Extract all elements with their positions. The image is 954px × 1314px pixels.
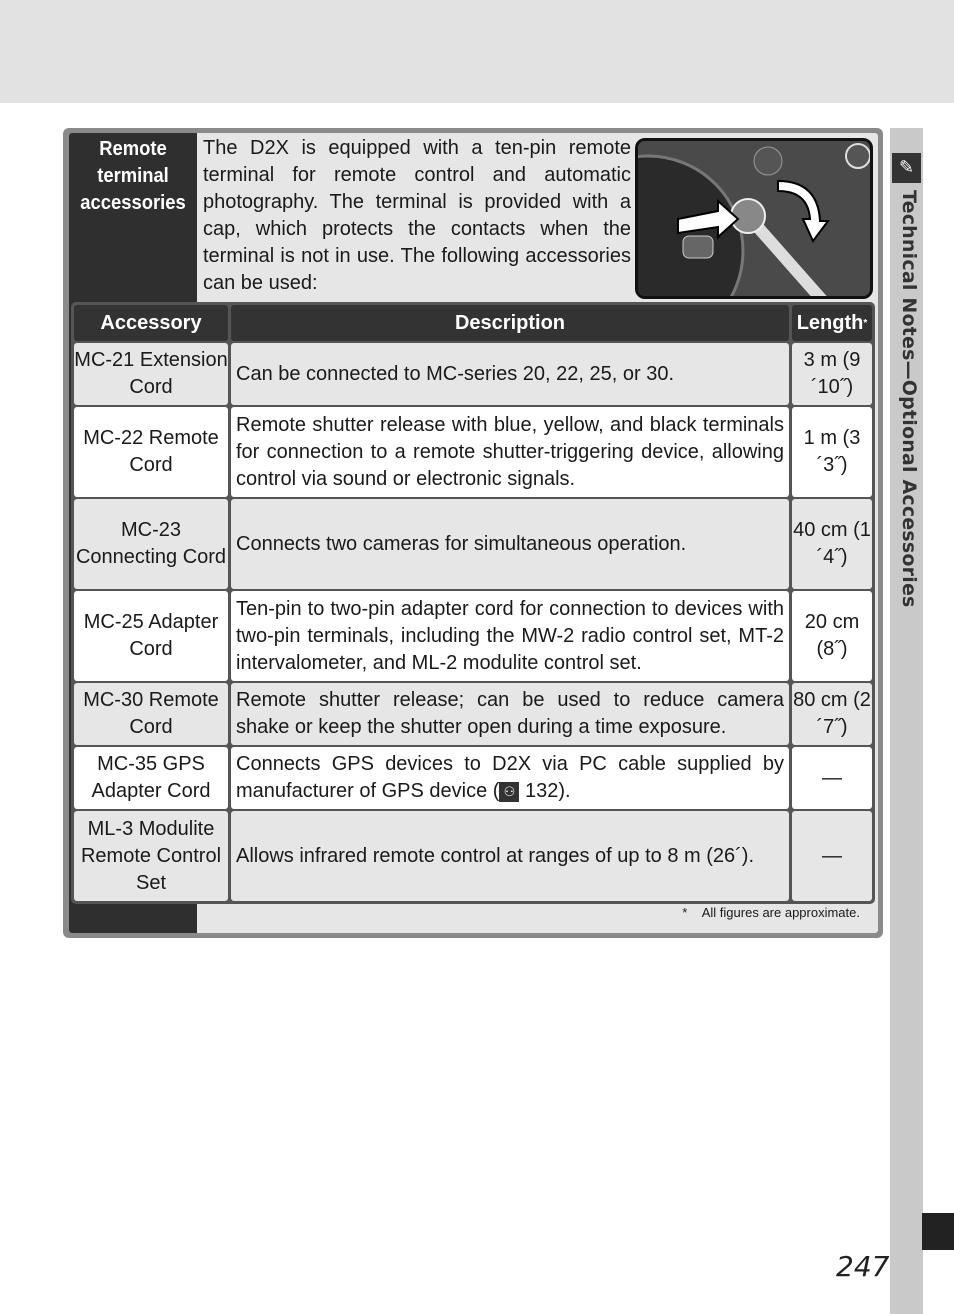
cell-accessory-text: MC-21 Extension Cord [74,349,228,398]
cell-description-text: Remote shutter release; can be used to reduce camera shake or keep the shutter open during a time exposure. [236,689,784,738]
cell-accessory-text: MC-22 Remote Cord [83,427,219,476]
cell-description [231,499,789,589]
cell-accessory-text: MC-25 Adapter Cord [83,611,219,660]
thumb-index-tab [922,1213,954,1250]
cell-length [792,499,872,589]
header-accessory: Accessory [74,305,228,341]
cell-accessory-text: ML-3 Modulite Remote Control Set [80,817,222,894]
cell-description [231,591,789,681]
cell-description [231,407,789,497]
cell-description-text: Connects GPS devices to D2X via PC cable supplied by manufacturer of GPS device ( [236,753,784,802]
cell-description-text: Ten-pin to two-pin adapter cord for connection to devices with two-pin terminals, including the MW-2 radio control set, MT-2 intervalometer, and ML-2 modulite control set. [236,597,784,674]
page-reference: 132). [519,780,571,802]
cell-accessory [74,683,228,745]
footnote: * All figures are approximate. [682,905,860,920]
cell-accessory [74,747,228,809]
cell-description [231,683,789,745]
cell-accessory [74,811,228,901]
cell-length [792,747,872,809]
cell-length [792,343,872,405]
cell-length [792,811,872,901]
cell-length-text: 40 cm (1´4˝) [793,519,871,568]
cell-accessory [74,499,228,589]
page-header-band [0,0,954,103]
remote-terminal-illustration [635,138,873,299]
technical-notes-icon: ✎ [892,153,921,183]
cell-length-text: — [822,766,842,789]
cell-description [231,747,789,809]
cell-length [792,683,872,745]
cell-description-text: Can be connected to MC-series 20, 22, 25, or 30. [236,362,675,385]
cell-length-text: 20 cm (8˝) [804,611,860,660]
cell-description [231,343,789,405]
cell-length-text: 3 m (9´10˝) [803,349,861,398]
cell-length-text: 1 m (3´3˝) [803,427,861,476]
cell-length-text: 80 cm (2´7˝) [793,689,871,738]
cell-accessory-text: MC-30 Remote Cord [83,689,219,738]
cell-description [231,811,789,901]
cell-accessory-text: MC-23 Connecting Cord [75,519,227,568]
cell-description-text: Connects two cameras for simultaneous operation. [236,532,687,555]
cell-accessory [74,343,228,405]
cell-description-text: Allows infrared remote control at ranges of up to 8 m (26´). [236,844,755,867]
cell-length [792,591,872,681]
header-length: Length * [792,305,872,341]
section-tab-label: Technical Notes—Optional Accessories [898,190,920,608]
section-heading: Remote terminal accessories [80,138,186,214]
page-number: 247 [836,1250,890,1283]
page-reference-icon: ⚇ [499,782,519,802]
cell-accessory-text: MC-35 GPS Adapter Cord [91,753,211,802]
cell-length [792,407,872,497]
cell-length-text: — [822,844,842,867]
cell-accessory [74,591,228,681]
header-description: Description [231,305,789,341]
cell-accessory [74,407,228,497]
cell-description-text: Remote shutter release with blue, yellow, and black terminals for connection to a remote shutter-triggering device, allowing control via sound or electronic signals. [236,413,784,490]
intro-paragraph: The D2X is equipped with a ten-pin remote terminal for remote control and automatic photography. The terminal is provided with a cap, which protects the contacts when the terminal is not in use. The following accessories can be used: [203,137,631,294]
